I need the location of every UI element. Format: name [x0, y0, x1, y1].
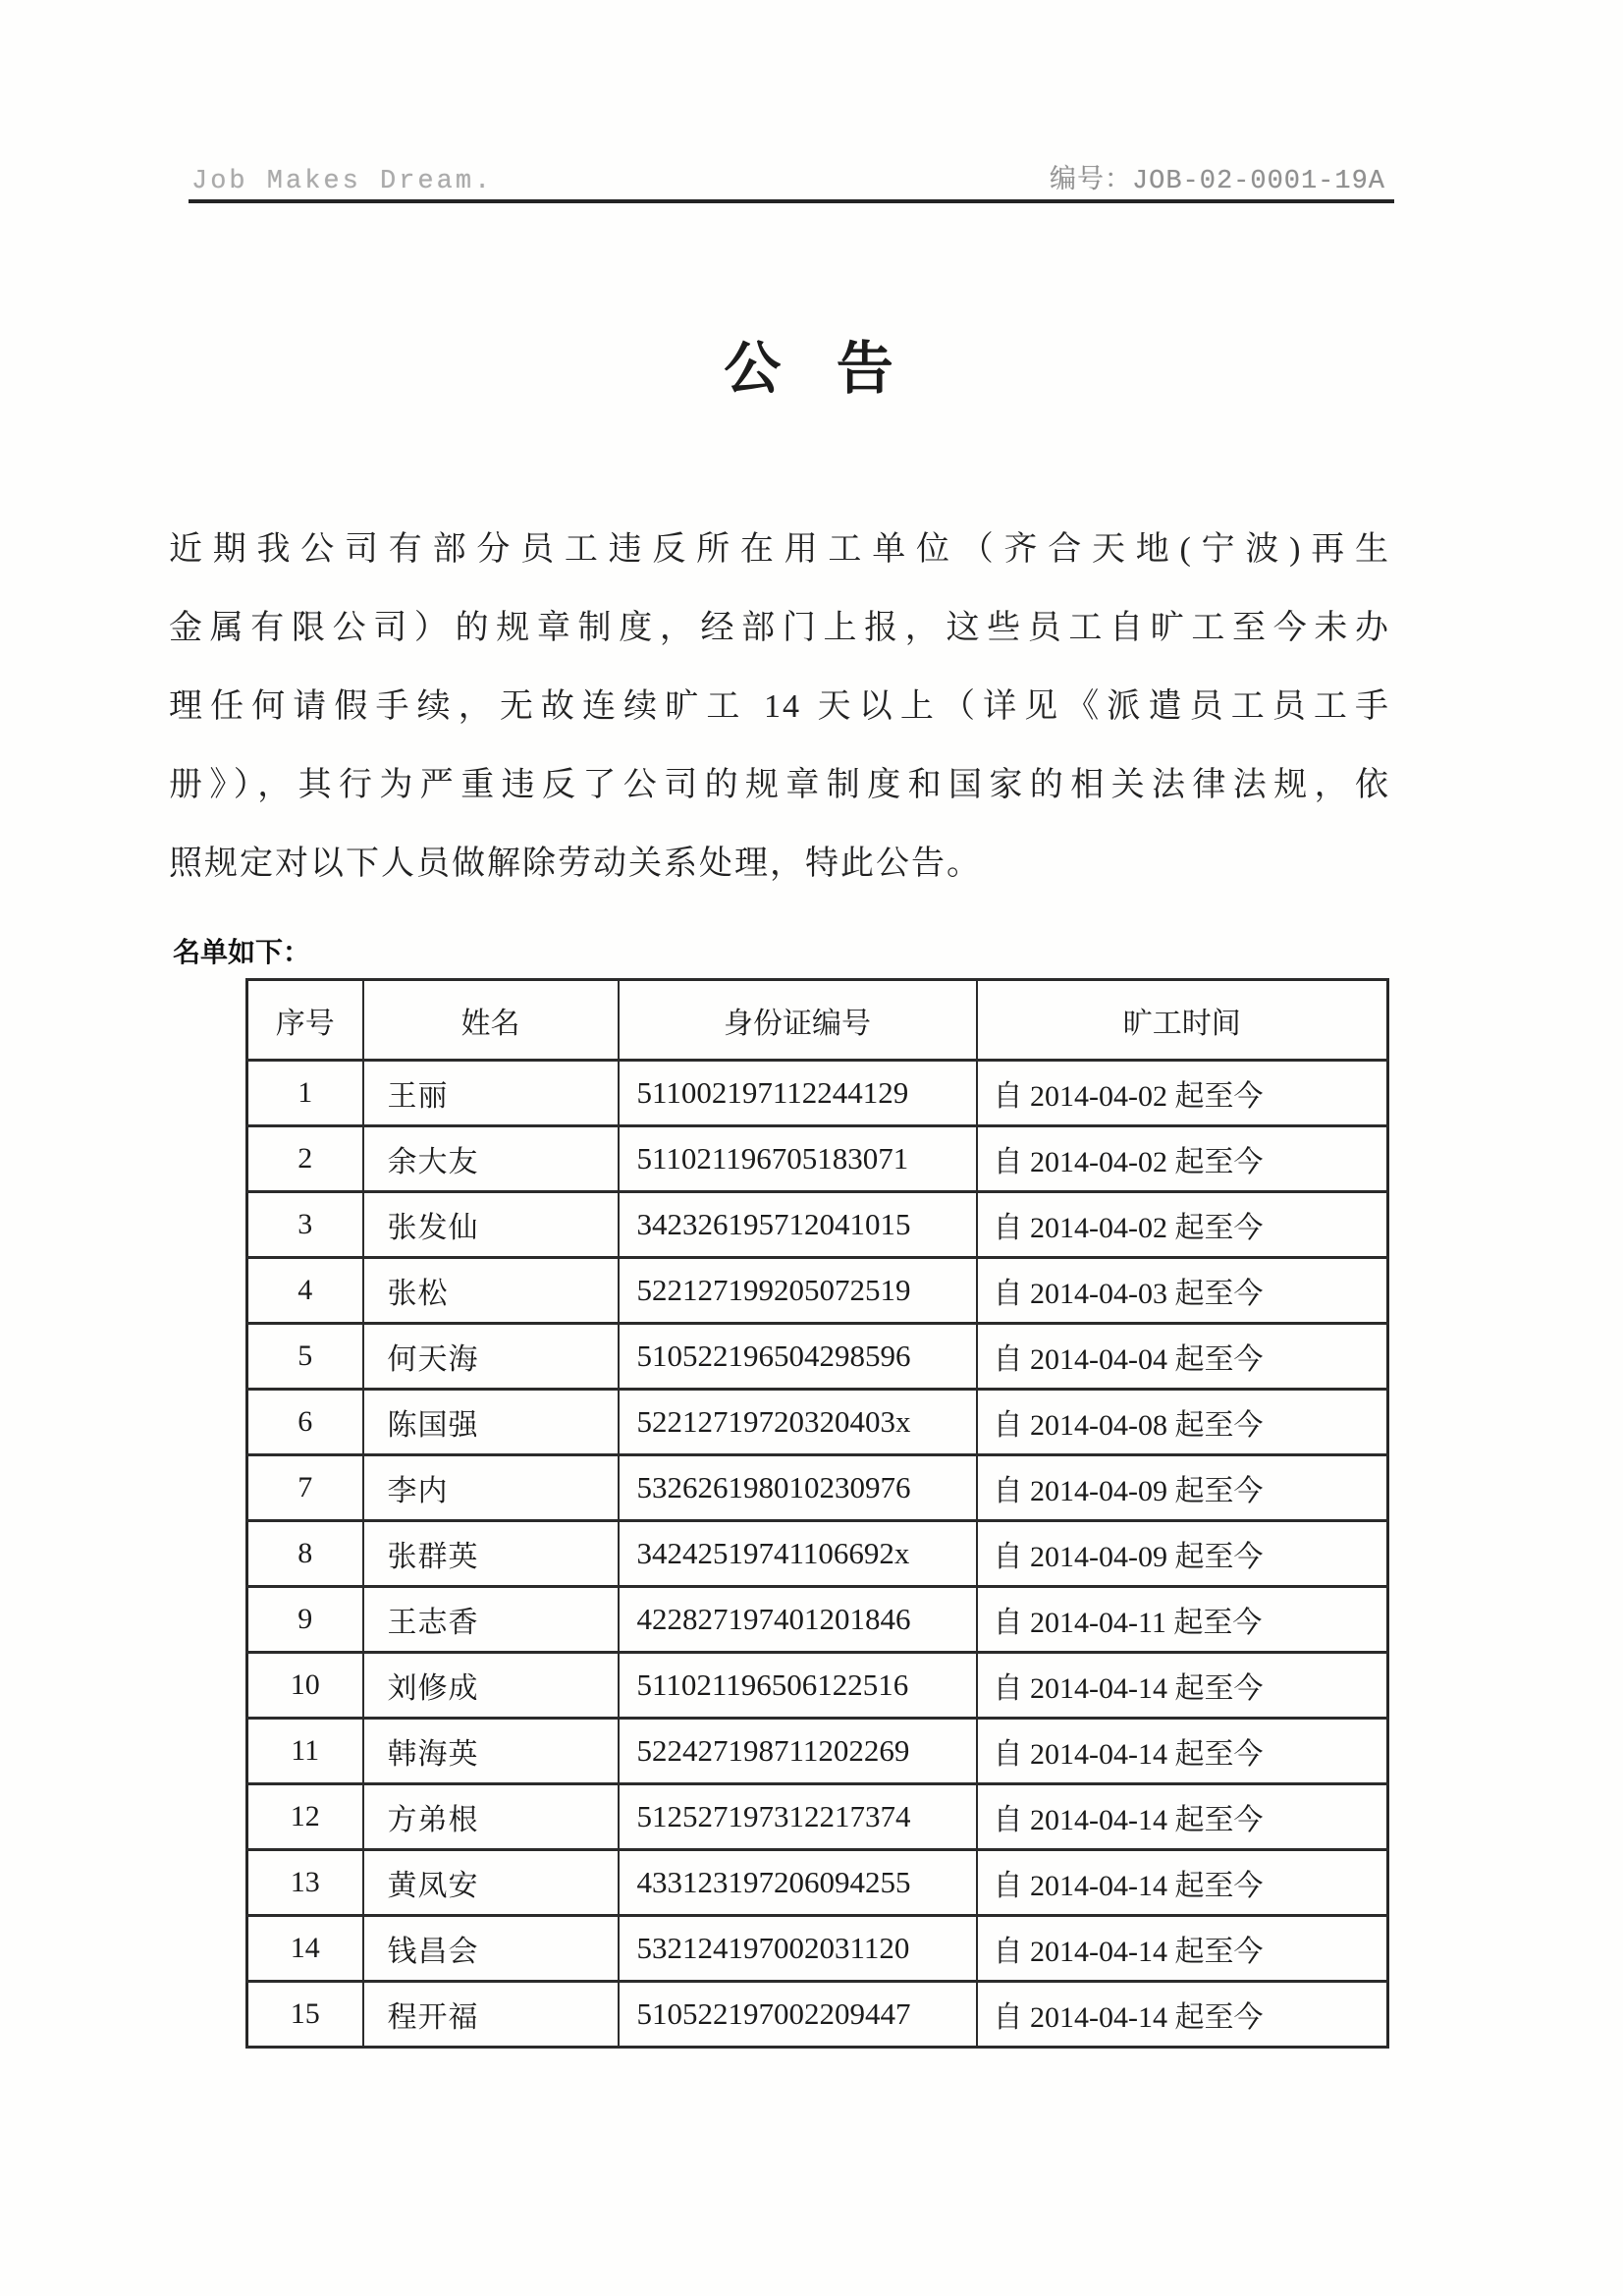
index-cell: 4	[247, 1258, 363, 1324]
index-cell: 9	[247, 1587, 363, 1653]
period-cell: 自 2014-04-04 起至今	[977, 1324, 1388, 1390]
period-cell: 自 2014-04-14 起至今	[977, 1982, 1388, 2048]
id-cell: 52212719720320403x	[619, 1390, 977, 1455]
period-cell: 自 2014-04-14 起至今	[977, 1850, 1388, 1916]
table-row	[247, 1587, 1388, 1653]
index-cell: 12	[247, 1784, 363, 1850]
period-cell: 自 2014-04-02 起至今	[977, 1192, 1388, 1258]
name-cell: 钱昌会	[363, 1916, 619, 1982]
index-cell: 14	[247, 1916, 363, 1982]
id-cell: 511021196506122516	[619, 1653, 977, 1719]
name-cell: 程开福	[363, 1982, 619, 2048]
period-cell: 自 2014-04-14 起至今	[977, 1653, 1388, 1719]
name-cell: 韩海英	[363, 1719, 619, 1784]
letterhead-divider	[189, 199, 1394, 203]
column-header-name: 姓名	[363, 980, 619, 1061]
document-number: 编号：JOB-02-0001-19A	[1049, 167, 1385, 196]
name-cell: 王志香	[363, 1587, 619, 1653]
paragraph-line: 近期我公司有部分员工违反所在用工单位（齐合天地(宁波)再生	[169, 531, 1390, 568]
index-cell: 15	[247, 1982, 363, 2048]
name-cell: 张发仙	[363, 1192, 619, 1258]
roster-label: 名单如下：	[173, 937, 311, 967]
id-cell: 532124197002031120	[619, 1916, 977, 1982]
name-cell: 黄凤安	[363, 1850, 619, 1916]
index-cell: 8	[247, 1521, 363, 1587]
period-cell: 自 2014-04-09 起至今	[977, 1521, 1388, 1587]
id-cell: 510522196504298596	[619, 1324, 977, 1390]
table-row	[247, 1521, 1388, 1587]
paragraph-line: 金属有限公司）的规章制度，经部门上报，这些员工自旷工至今未办	[169, 610, 1390, 646]
dismissal-roster-table	[245, 978, 1389, 2049]
name-cell: 陈国强	[363, 1390, 619, 1455]
period-cell: 自 2014-04-08 起至今	[977, 1390, 1388, 1455]
period-cell: 自 2014-04-14 起至今	[977, 1784, 1388, 1850]
table-row	[247, 1390, 1388, 1455]
period-cell: 自 2014-04-11 起至今	[977, 1587, 1388, 1653]
id-cell: 522127199205072519	[619, 1258, 977, 1324]
announcement-paragraph	[169, 511, 1390, 903]
paragraph-line: 照规定对以下人员做解除劳动关系处理，特此公告。	[169, 846, 982, 882]
table-row	[247, 1850, 1388, 1916]
table-row	[247, 1653, 1388, 1719]
column-header-period: 旷工时间	[977, 980, 1388, 1061]
table-row	[247, 1126, 1388, 1192]
letterhead-slogan: Job Makes Dream.	[191, 167, 494, 196]
name-cell: 余大友	[363, 1126, 619, 1192]
table-row	[247, 1324, 1388, 1390]
id-cell: 512527197312217374	[619, 1784, 977, 1850]
id-cell: 422827197401201846	[619, 1587, 977, 1653]
index-cell: 2	[247, 1126, 363, 1192]
table-row	[247, 1784, 1388, 1850]
id-cell: 34242519741106692x	[619, 1521, 977, 1587]
period-cell: 自 2014-04-03 起至今	[977, 1258, 1388, 1324]
table-row	[247, 1982, 1388, 2048]
name-cell: 李内	[363, 1455, 619, 1521]
page-title: 公 告	[724, 337, 899, 401]
id-cell: 511002197112244129	[619, 1061, 977, 1126]
id-cell: 511021196705183071	[619, 1126, 977, 1192]
table-row	[247, 1916, 1388, 1982]
id-cell: 522427198711202269	[619, 1719, 977, 1784]
index-cell: 13	[247, 1850, 363, 1916]
roster-body	[247, 1061, 1388, 2048]
index-cell: 10	[247, 1653, 363, 1719]
period-cell: 自 2014-04-02 起至今	[977, 1061, 1388, 1126]
index-cell: 6	[247, 1390, 363, 1455]
period-cell: 自 2014-04-02 起至今	[977, 1126, 1388, 1192]
name-cell: 张群英	[363, 1521, 619, 1587]
name-cell: 何天海	[363, 1324, 619, 1390]
paragraph-line: 册》），其行为严重违反了公司的规章制度和国家的相关法律法规，依	[169, 767, 1390, 803]
period-cell: 自 2014-04-14 起至今	[977, 1916, 1388, 1982]
index-cell: 7	[247, 1455, 363, 1521]
period-cell: 自 2014-04-14 起至今	[977, 1719, 1388, 1784]
roster-header	[247, 980, 1388, 1061]
name-cell: 方弟根	[363, 1784, 619, 1850]
id-cell: 532626198010230976	[619, 1455, 977, 1521]
table-row	[247, 1192, 1388, 1258]
index-cell: 3	[247, 1192, 363, 1258]
index-cell: 5	[247, 1324, 363, 1390]
index-cell: 11	[247, 1719, 363, 1784]
index-cell: 1	[247, 1061, 363, 1126]
table-row	[247, 1455, 1388, 1521]
id-cell: 510522197002209447	[619, 1982, 977, 2048]
name-cell: 张松	[363, 1258, 619, 1324]
column-header-index: 序号	[247, 980, 363, 1061]
letterhead	[191, 157, 1385, 196]
id-cell: 433123197206094255	[619, 1850, 977, 1916]
paragraph-line: 理任何请假手续，无故连续旷工 14 天以上（详见《派遣员工员工手	[169, 688, 1390, 725]
column-header-id: 身份证编号	[619, 980, 977, 1061]
name-cell: 王丽	[363, 1061, 619, 1126]
table-row	[247, 1719, 1388, 1784]
table-row	[247, 1258, 1388, 1324]
table-row	[247, 1061, 1388, 1126]
id-cell: 342326195712041015	[619, 1192, 977, 1258]
name-cell: 刘修成	[363, 1653, 619, 1719]
period-cell: 自 2014-04-09 起至今	[977, 1455, 1388, 1521]
roster-header-row	[247, 980, 1388, 1061]
